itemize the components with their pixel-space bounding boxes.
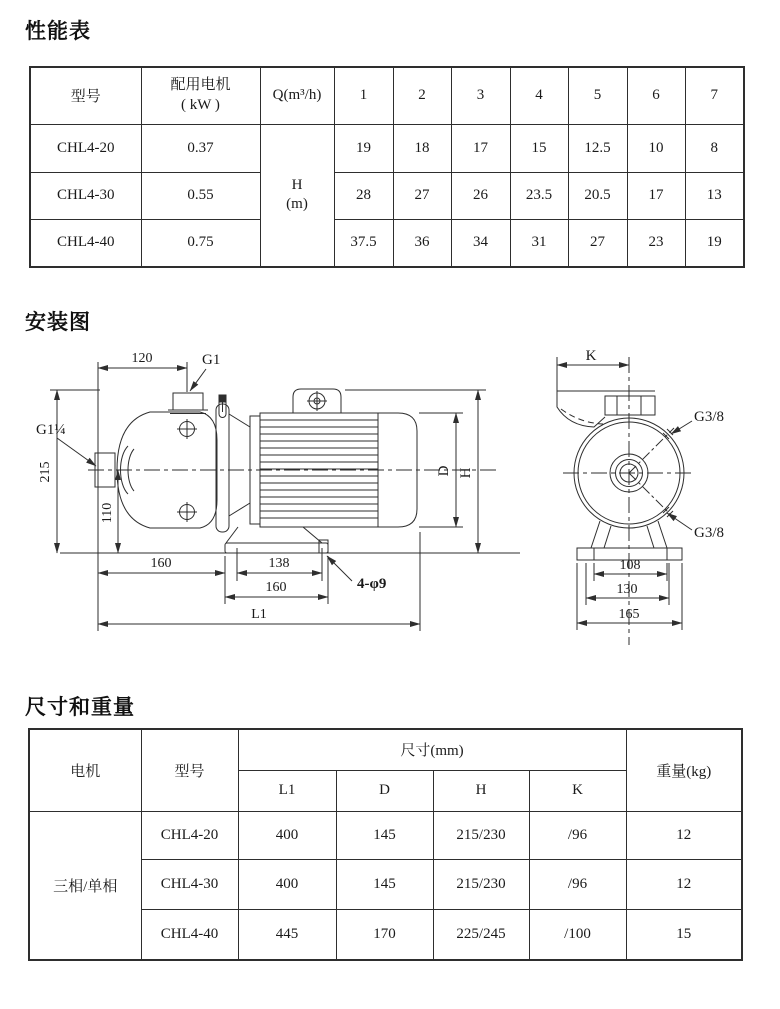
dims-header-row-1 — [29, 729, 742, 770]
dim-160b-label: 160 — [265, 580, 287, 595]
discharge-port — [173, 393, 203, 410]
D-cell: 145 — [336, 811, 433, 859]
dims-subcol-D: D — [336, 770, 433, 811]
g38-lower-leader — [667, 513, 692, 530]
model-cell: CHL4-30 — [30, 172, 141, 219]
flow-point: 4 — [510, 67, 568, 124]
head-value: 28 — [334, 172, 393, 219]
head-unit: (m) — [286, 196, 308, 213]
motor-fins — [260, 420, 378, 518]
model-cell: CHL4-20 — [30, 124, 141, 172]
dim-160a-label: 160 — [150, 556, 172, 571]
dim-138-label: 138 — [268, 556, 290, 571]
flange-plate — [216, 404, 229, 532]
performance-table — [29, 66, 745, 268]
head-value: 23.5 — [510, 172, 568, 219]
g1-leader — [190, 369, 206, 391]
power-cell: 0.55 — [141, 172, 260, 219]
g1-quarter-port-label: G1¼ — [36, 422, 66, 438]
perf-row — [30, 219, 744, 267]
dim-H-label: H — [458, 467, 474, 479]
front-view-labels — [586, 348, 724, 622]
flow-point: 1 — [334, 67, 393, 124]
g38-upper-label: G3/8 — [694, 409, 724, 425]
dim-K-label: K — [585, 348, 597, 364]
weight-cell: 15 — [626, 909, 742, 960]
D-cell: 145 — [336, 859, 433, 909]
perf-col-motor-header — [141, 67, 260, 124]
casing-screw-bottom — [177, 502, 197, 522]
dim-165-label: 165 — [618, 607, 640, 622]
power-cell: 0.75 — [141, 219, 260, 267]
pump-front-view — [557, 357, 695, 645]
dimensions-weight-table — [28, 728, 743, 961]
g38-upper-leader — [671, 421, 692, 434]
L1-cell: 400 — [238, 859, 336, 909]
model-cell: CHL4-40 — [141, 909, 238, 960]
head-value: 18 — [393, 124, 451, 172]
head-value: 13 — [685, 172, 744, 219]
dim-215-label: 215 — [38, 461, 53, 483]
dim-L1-label: L1 — [251, 607, 267, 622]
dims-subcol-H: H — [433, 770, 529, 811]
casing-screw-top — [177, 419, 197, 439]
dims-section-title: 尺寸和重量 — [25, 696, 135, 719]
perf-row — [30, 124, 744, 172]
head-value: 37.5 — [334, 219, 393, 267]
perf-row — [30, 172, 744, 219]
g1q-leader — [57, 438, 96, 466]
dim-108-label: 108 — [619, 558, 641, 573]
flow-point: 7 — [685, 67, 744, 124]
dims-subcol-K: K — [529, 770, 626, 811]
front-leg-right-outer — [658, 521, 667, 548]
motor-header-line1: 配用电机 — [170, 77, 231, 94]
dims-subcol-L1: L1 — [238, 770, 336, 811]
dims-col-size-header: 尺寸(mm) — [238, 729, 626, 770]
head-label: H — [291, 176, 303, 193]
head-value: 26 — [451, 172, 510, 219]
lug-screw — [307, 391, 327, 411]
g1-port-label: G1 — [202, 352, 221, 368]
dim-120-label: 120 — [131, 351, 153, 366]
base-plate — [225, 543, 328, 553]
weight-cell: 12 — [626, 811, 742, 859]
head-value: 27 — [393, 172, 451, 219]
head-unit-cell — [260, 124, 334, 267]
K-cell: /96 — [529, 859, 626, 909]
flow-point: 2 — [393, 67, 451, 124]
model-cell: CHL4-30 — [141, 859, 238, 909]
dim-D-label: D — [436, 465, 452, 477]
L1-cell: 445 — [238, 909, 336, 960]
head-value: 10 — [627, 124, 685, 172]
perf-header-row — [30, 67, 744, 124]
head-value: 15 — [510, 124, 568, 172]
L1-cell: 400 — [238, 811, 336, 859]
performance-section-title: 性能表 — [25, 20, 91, 43]
motor-header-line2: ( kW ) — [181, 96, 220, 113]
K-cell: /100 — [529, 909, 626, 960]
head-value: 34 — [451, 219, 510, 267]
flow-point: 6 — [627, 67, 685, 124]
flow-point: 5 — [568, 67, 627, 124]
head-value: 19 — [334, 124, 393, 172]
motor-type-cell: 三相/单相 — [29, 811, 141, 960]
g38-lower-label: G3/8 — [694, 525, 724, 541]
K-cell: /96 — [529, 811, 626, 859]
weight-cell: 12 — [626, 859, 742, 909]
D-cell: 170 — [336, 909, 433, 960]
dims-col-model-header: 型号 — [141, 729, 238, 811]
dims-col-weight-header: 重量(kg) — [626, 729, 742, 811]
head-value: 36 — [393, 219, 451, 267]
power-cell: 0.37 — [141, 124, 260, 172]
head-value: 17 — [451, 124, 510, 172]
model-cell: CHL4-20 — [141, 811, 238, 859]
head-value: 17 — [627, 172, 685, 219]
flange-bolt-head — [219, 395, 226, 402]
head-value: 19 — [685, 219, 744, 267]
adapter-cone — [229, 414, 250, 516]
outlet-bracket-hidden — [561, 409, 603, 424]
bolt-note-leader — [327, 556, 352, 581]
bolt-note-label: 4-φ9 — [357, 576, 387, 592]
front-leg-left-outer — [591, 521, 600, 548]
H-cell: 215/230 — [433, 811, 529, 859]
head-value: 31 — [510, 219, 568, 267]
install-section-title: 安装图 — [25, 311, 91, 334]
flow-point: 3 — [451, 67, 510, 124]
perf-col-model-header: 型号 — [30, 67, 141, 124]
front-leg-left-inner — [604, 526, 611, 548]
perf-col-flow-header: Q(m³/h) — [260, 67, 334, 124]
front-leg-right-inner — [647, 526, 654, 548]
head-value: 12.5 — [568, 124, 627, 172]
dim-130-label: 130 — [616, 582, 638, 597]
dims-col-motor-header: 电机 — [29, 729, 141, 811]
front-port-plate — [605, 396, 655, 415]
front-diagonal-upper — [629, 428, 674, 473]
H-cell: 215/230 — [433, 859, 529, 909]
dim-110-label: 110 — [100, 502, 115, 524]
installation-drawing — [0, 345, 780, 645]
head-value: 23 — [627, 219, 685, 267]
model-cell: CHL4-40 — [30, 219, 141, 267]
head-value: 8 — [685, 124, 744, 172]
head-value: 27 — [568, 219, 627, 267]
dims-row — [29, 811, 742, 859]
head-value: 20.5 — [568, 172, 627, 219]
H-cell: 225/245 — [433, 909, 529, 960]
